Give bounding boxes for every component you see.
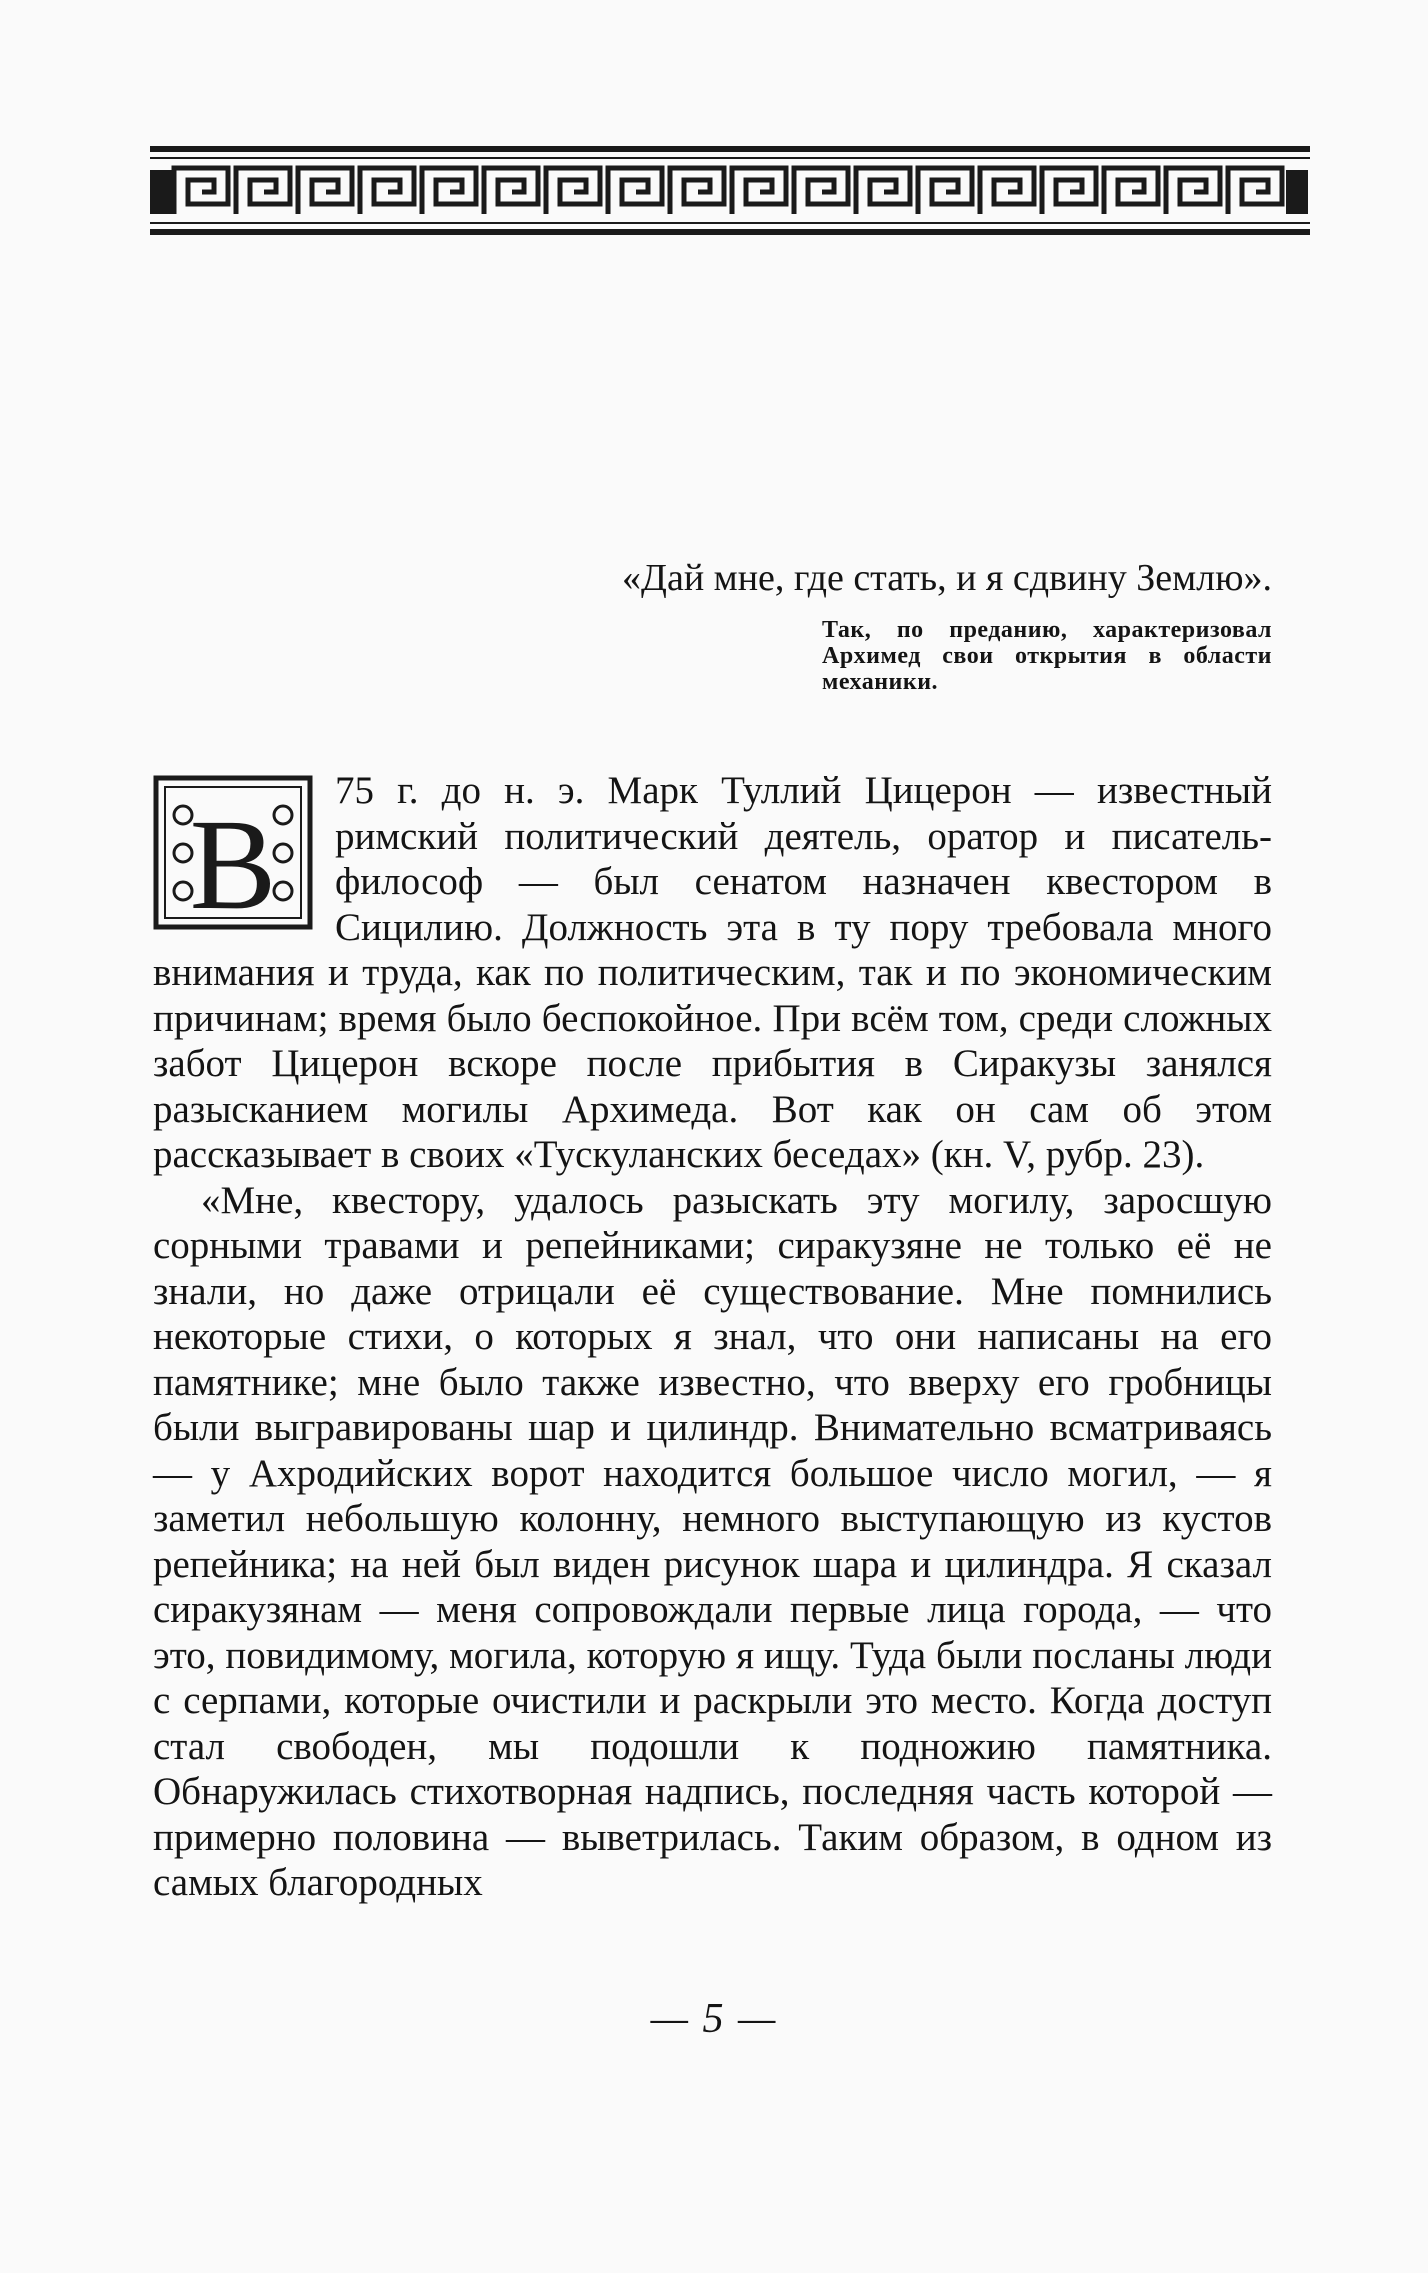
paragraph-1-text: 75 г. до н. э. Марк Туллий Цицерон — известный римский политический деятель, оратор и писатель-философ — был сенатом назначен квестором в Сицилию. Должность эта в ту пору требовала много внимания и труда, как по политическим, так и по экономическим причинам; время было беспокойное. При всём том, среди сложных забот Цицерон вскоре после прибытия в Сиракузы занялся разысканием могилы Архимеда. Вот как он сам об этом рассказывает в своих «Тускуланских беседах» (кн. V, рубр. 23). xyxy=(153,769,1272,1176)
epigraph-quote: «Дай мне, где стать, и я сдвину Землю». xyxy=(622,557,1272,599)
drop-cap xyxy=(153,775,313,930)
paragraph-1 xyxy=(153,768,1272,1178)
greek-key-ornament xyxy=(150,144,1310,254)
epigraph-attribution: Так, по преданию, характеризовал Архимед свои открытия в области механики. xyxy=(822,617,1272,695)
drop-cap-letter: В xyxy=(189,793,277,930)
paragraph-2: «Мне, квестору, удалось разыскать эту могилу, заросшую сорными травами и репейниками; сиракузяне не только её не знали, но даже отрицали её существование. Мне помнились некоторые стихи, о которых я знал, что они написаны на его памятнике; мне было также известно, что вверху его гробницы были выгравированы шар и цилиндр. Внимательно всматриваясь — у Ахродийских ворот находится большое число могил, — я заметил небольшую колонну, немного выступающую из кустов репейника; на ней был виден рисунок шара и цилиндра. Я сказал сиракузянам — меня сопровождали первые лица города, — что это, повидимому, могила, которую я ищу. Туда были посланы люди с серпами, которые очистили и раскрыли это место. Когда доступ стал свободен, мы подошли к подножию памятника. Обнаружилась стихотворная надпись, последняя часть которой — примерно половина — выветрилась. Таким образом, в одном из самых благородных xyxy=(153,1178,1272,1904)
body-text xyxy=(153,768,1272,1906)
page-number: — 5 — xyxy=(650,1996,778,2042)
